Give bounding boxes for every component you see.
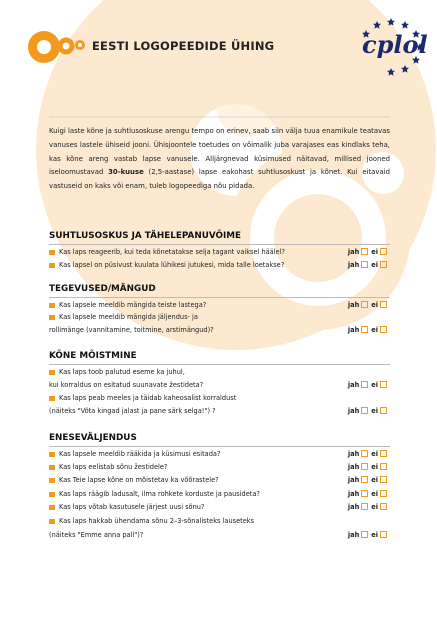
- yes-checkbox[interactable]: [361, 407, 368, 414]
- no-label: ei: [371, 503, 378, 511]
- section-rule: [49, 446, 390, 447]
- yes-label: jah: [347, 503, 360, 511]
- question-row-continuation: [49, 324, 390, 337]
- question-row: [49, 259, 390, 272]
- question-row: [49, 515, 390, 528]
- question-row: [49, 366, 390, 379]
- answer-options: [348, 488, 390, 501]
- bullet-square-icon: [49, 452, 55, 458]
- answer-options: [348, 324, 390, 337]
- logo-wordmark: cplol: [362, 30, 428, 59]
- section-title-comprehension: KÕNE MÕISTMINE: [49, 351, 137, 361]
- organization-title: EESTI LOGOPEEDIDE ÜHING: [92, 39, 275, 53]
- section-rule: [49, 364, 390, 365]
- section-title-hearing: SUHTLUSOSKUS JA TÄHELEPANUVÕIME: [49, 231, 242, 241]
- question-text: Kas Teie lapse kõne on mõistetav ka võõrastele?: [59, 476, 219, 484]
- question-row: [49, 461, 390, 474]
- bullet-square-icon: [49, 396, 55, 402]
- bullet-square-icon: [49, 519, 55, 525]
- no-checkbox[interactable]: [380, 463, 387, 470]
- question-row: [49, 448, 390, 461]
- answer-options: [348, 529, 390, 542]
- question-text: Kas laps võtab kasutusele järjest uusi sõnu?: [59, 503, 205, 511]
- question-row-continuation: [49, 405, 390, 418]
- yes-label: jah: [347, 490, 360, 498]
- yes-label: jah: [347, 476, 360, 484]
- no-checkbox[interactable]: [380, 261, 387, 268]
- no-checkbox[interactable]: [380, 490, 387, 497]
- section-rule: [49, 297, 390, 298]
- question-text: Kas lapsel on püsivust kuulata lühikesi jutukesi, mida talle loetakse?: [59, 261, 285, 269]
- yes-label: jah: [347, 326, 360, 334]
- yes-label: jah: [347, 531, 360, 539]
- no-checkbox[interactable]: [380, 531, 387, 538]
- question-row: [49, 311, 390, 324]
- answer-options: [348, 448, 390, 461]
- bullet-square-icon: [49, 303, 55, 309]
- bullet-square-icon: [49, 505, 55, 511]
- no-label: ei: [371, 301, 378, 309]
- intro-text-before: Kuigi laste kõne ja suhtlusoskuse arengu tempo on erinev, saab siin välja tuua enamikule teatavas vanuses lastele ühiseid jooni. Ühisjoontele toetudes on võimalik juba varajases eas kindlaks teha, kas kõne areng vastab lapse vanusele. Alljärgnevad küsimused näitavad, millised jooned iseloomustavad: [49, 127, 390, 177]
- yes-checkbox[interactable]: [361, 450, 368, 457]
- answer-options: [348, 246, 390, 259]
- no-checkbox[interactable]: [380, 301, 387, 308]
- section-title-self-expression: ENESEVÄLJENDUS: [49, 433, 137, 443]
- no-label: ei: [371, 381, 378, 389]
- yes-checkbox[interactable]: [361, 326, 368, 333]
- question-row: [49, 501, 390, 514]
- no-label: ei: [371, 490, 378, 498]
- yes-label: jah: [347, 463, 360, 471]
- intro-emphasis: 30-kuuse: [108, 168, 144, 177]
- no-label: ei: [371, 476, 378, 484]
- no-label: ei: [371, 407, 378, 415]
- intro-text-after: (2,5-aastase) lapse eakohast suhtlusoskust ja kõnet. Kui eitavaid vastuseid on kaks või enam, tuleb logopeediga nõu pidada.: [49, 168, 390, 191]
- no-label: ei: [371, 248, 378, 256]
- question-text: (näiteks "Emme anna pall")?: [49, 531, 144, 539]
- yes-label: jah: [347, 450, 360, 458]
- question-text: Kas lapsele meeldib mängida teiste lastega?: [59, 301, 207, 309]
- question-row: [49, 246, 390, 259]
- no-checkbox[interactable]: [380, 450, 387, 457]
- no-label: ei: [371, 326, 378, 334]
- yes-label: jah: [347, 301, 360, 309]
- question-text: Kas lapsele meeldib rääkida ja küsimusi esitada?: [59, 450, 221, 458]
- no-checkbox[interactable]: [380, 476, 387, 483]
- no-checkbox[interactable]: [380, 407, 387, 414]
- yes-checkbox[interactable]: [361, 248, 368, 255]
- yes-checkbox[interactable]: [361, 261, 368, 268]
- question-text: Kas laps peab meeles ja täidab kaheosalist korraldust: [59, 394, 237, 402]
- bullet-square-icon: [49, 465, 55, 471]
- question-row-continuation: [49, 529, 390, 542]
- answer-options: [348, 474, 390, 487]
- question-text: kui korraldus on esitatud suunavate žestideta?: [49, 381, 204, 389]
- section-rule: [49, 244, 390, 245]
- answer-options: [348, 405, 390, 418]
- no-checkbox[interactable]: [380, 326, 387, 333]
- answer-options: [348, 461, 390, 474]
- no-checkbox[interactable]: [380, 248, 387, 255]
- section-title-activities: TEGEVUSED/MÄNGUD: [49, 284, 156, 294]
- question-row-continuation: [49, 379, 390, 392]
- bullet-square-icon: [49, 263, 55, 269]
- question-text: Kas laps reageerib, kui teda kõnetatakse selja tagant vaiksel häälel?: [59, 248, 285, 256]
- yes-checkbox[interactable]: [361, 381, 368, 388]
- answer-options: [348, 379, 390, 392]
- answer-options: [348, 501, 390, 514]
- bullet-square-icon: [49, 250, 55, 256]
- no-label: ei: [371, 450, 378, 458]
- bullet-square-icon: [49, 370, 55, 376]
- yes-label: jah: [347, 248, 360, 256]
- cplol-logo: [356, 16, 430, 78]
- yes-checkbox[interactable]: [361, 476, 368, 483]
- yes-checkbox[interactable]: [361, 490, 368, 497]
- no-checkbox[interactable]: [380, 381, 387, 388]
- no-label: ei: [371, 531, 378, 539]
- yes-checkbox[interactable]: [361, 463, 368, 470]
- question-text: Kas laps eelistab sõnu žestidele?: [59, 463, 168, 471]
- question-text: Kas laps toob palutud eseme ka juhul,: [59, 368, 185, 376]
- no-label: ei: [371, 261, 378, 269]
- yes-label: jah: [347, 261, 360, 269]
- bullet-square-icon: [49, 478, 55, 484]
- question-text: Kas laps hakkab ühendama sõnu 2–3-sõnalisteks lauseteks: [59, 517, 255, 525]
- question-text: Kas laps räägib ladusalt, ilma rohkete korduste ja pausideta?: [59, 490, 260, 498]
- yes-checkbox[interactable]: [361, 301, 368, 308]
- question-text: (näiteks "Võta kingad jalast ja pane särk selga!") ?: [49, 407, 216, 415]
- yes-checkbox[interactable]: [361, 503, 368, 510]
- bullet-square-icon: [49, 492, 55, 498]
- yes-label: jah: [347, 407, 360, 415]
- question-row: [49, 488, 390, 501]
- yes-label: jah: [347, 381, 360, 389]
- yes-checkbox[interactable]: [361, 531, 368, 538]
- no-label: ei: [371, 463, 378, 471]
- no-checkbox[interactable]: [380, 503, 387, 510]
- answer-options: [348, 259, 390, 272]
- bullet-square-icon: [49, 315, 55, 321]
- question-text: Kas lapsele meeldib mängida jäljendus- ja: [59, 313, 198, 321]
- intro-paragraph: [49, 125, 390, 194]
- question-row: [49, 474, 390, 487]
- question-row: [49, 392, 390, 405]
- question-text: rollimänge (vannitamine, toitmine, arstimängud)?: [49, 326, 214, 334]
